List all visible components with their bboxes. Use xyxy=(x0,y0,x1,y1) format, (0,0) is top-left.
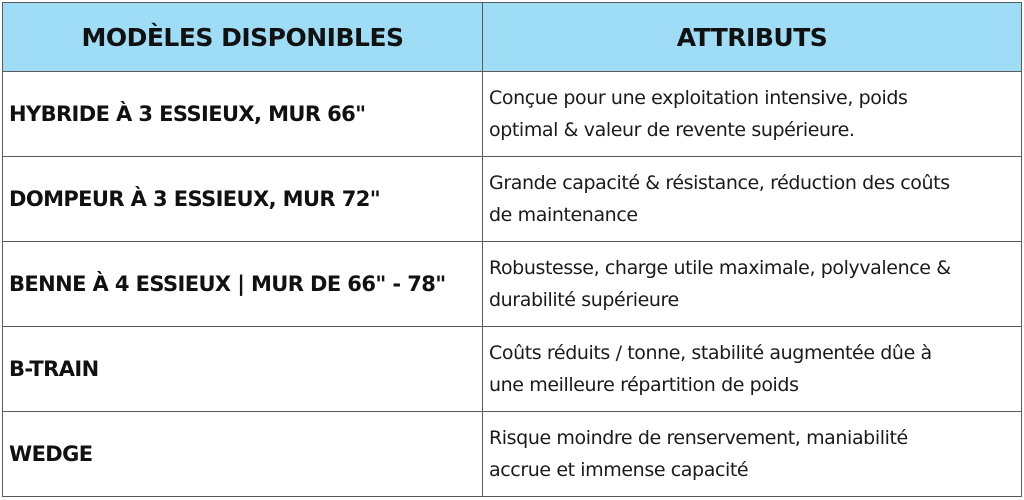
model-name: HYBRIDE À 3 ESSIEUX, MUR 66" xyxy=(3,72,483,157)
attribute-line: de maintenance xyxy=(489,204,638,226)
attribute-line: durabilité supérieure xyxy=(489,289,679,311)
model-attributes xyxy=(483,242,1022,327)
model-name: DOMPEUR À 3 ESSIEUX, MUR 72" xyxy=(3,157,483,242)
attribute-line: Robustesse, charge utile maximale, polyvalence & xyxy=(489,257,951,279)
table-row xyxy=(3,327,1022,412)
model-name: BENNE À 4 ESSIEUX | MUR DE 66" - 78" xyxy=(3,242,483,327)
table-row xyxy=(3,242,1022,327)
attribute-line: Conçue pour une exploitation intensive, poids xyxy=(489,87,908,109)
attribute-line: accrue et immense capacité xyxy=(489,459,749,481)
model-attributes xyxy=(483,327,1022,412)
attribute-line: Grande capacité & résistance, réduction des coûts xyxy=(489,172,950,194)
attribute-line: optimal & valeur de revente supérieure. xyxy=(489,119,855,141)
attribute-line: une meilleure répartition de poids xyxy=(489,374,799,396)
header-models: MODÈLES DISPONIBLES xyxy=(3,3,483,72)
model-name: B-TRAIN xyxy=(3,327,483,412)
model-attributes xyxy=(483,412,1022,497)
attribute-line: Coûts réduits / tonne, stabilité augmentée dûe à xyxy=(489,342,932,364)
attribute-line: Risque moindre de renservement, maniabilité xyxy=(489,427,908,449)
table-row xyxy=(3,412,1022,497)
model-name: WEDGE xyxy=(3,412,483,497)
models-table xyxy=(2,2,1022,497)
table-row xyxy=(3,72,1022,157)
header-attributes: ATTRIBUTS xyxy=(483,3,1022,72)
table-row xyxy=(3,157,1022,242)
model-attributes xyxy=(483,72,1022,157)
header-row xyxy=(3,3,1022,72)
model-attributes xyxy=(483,157,1022,242)
models-table-container xyxy=(2,2,1021,496)
